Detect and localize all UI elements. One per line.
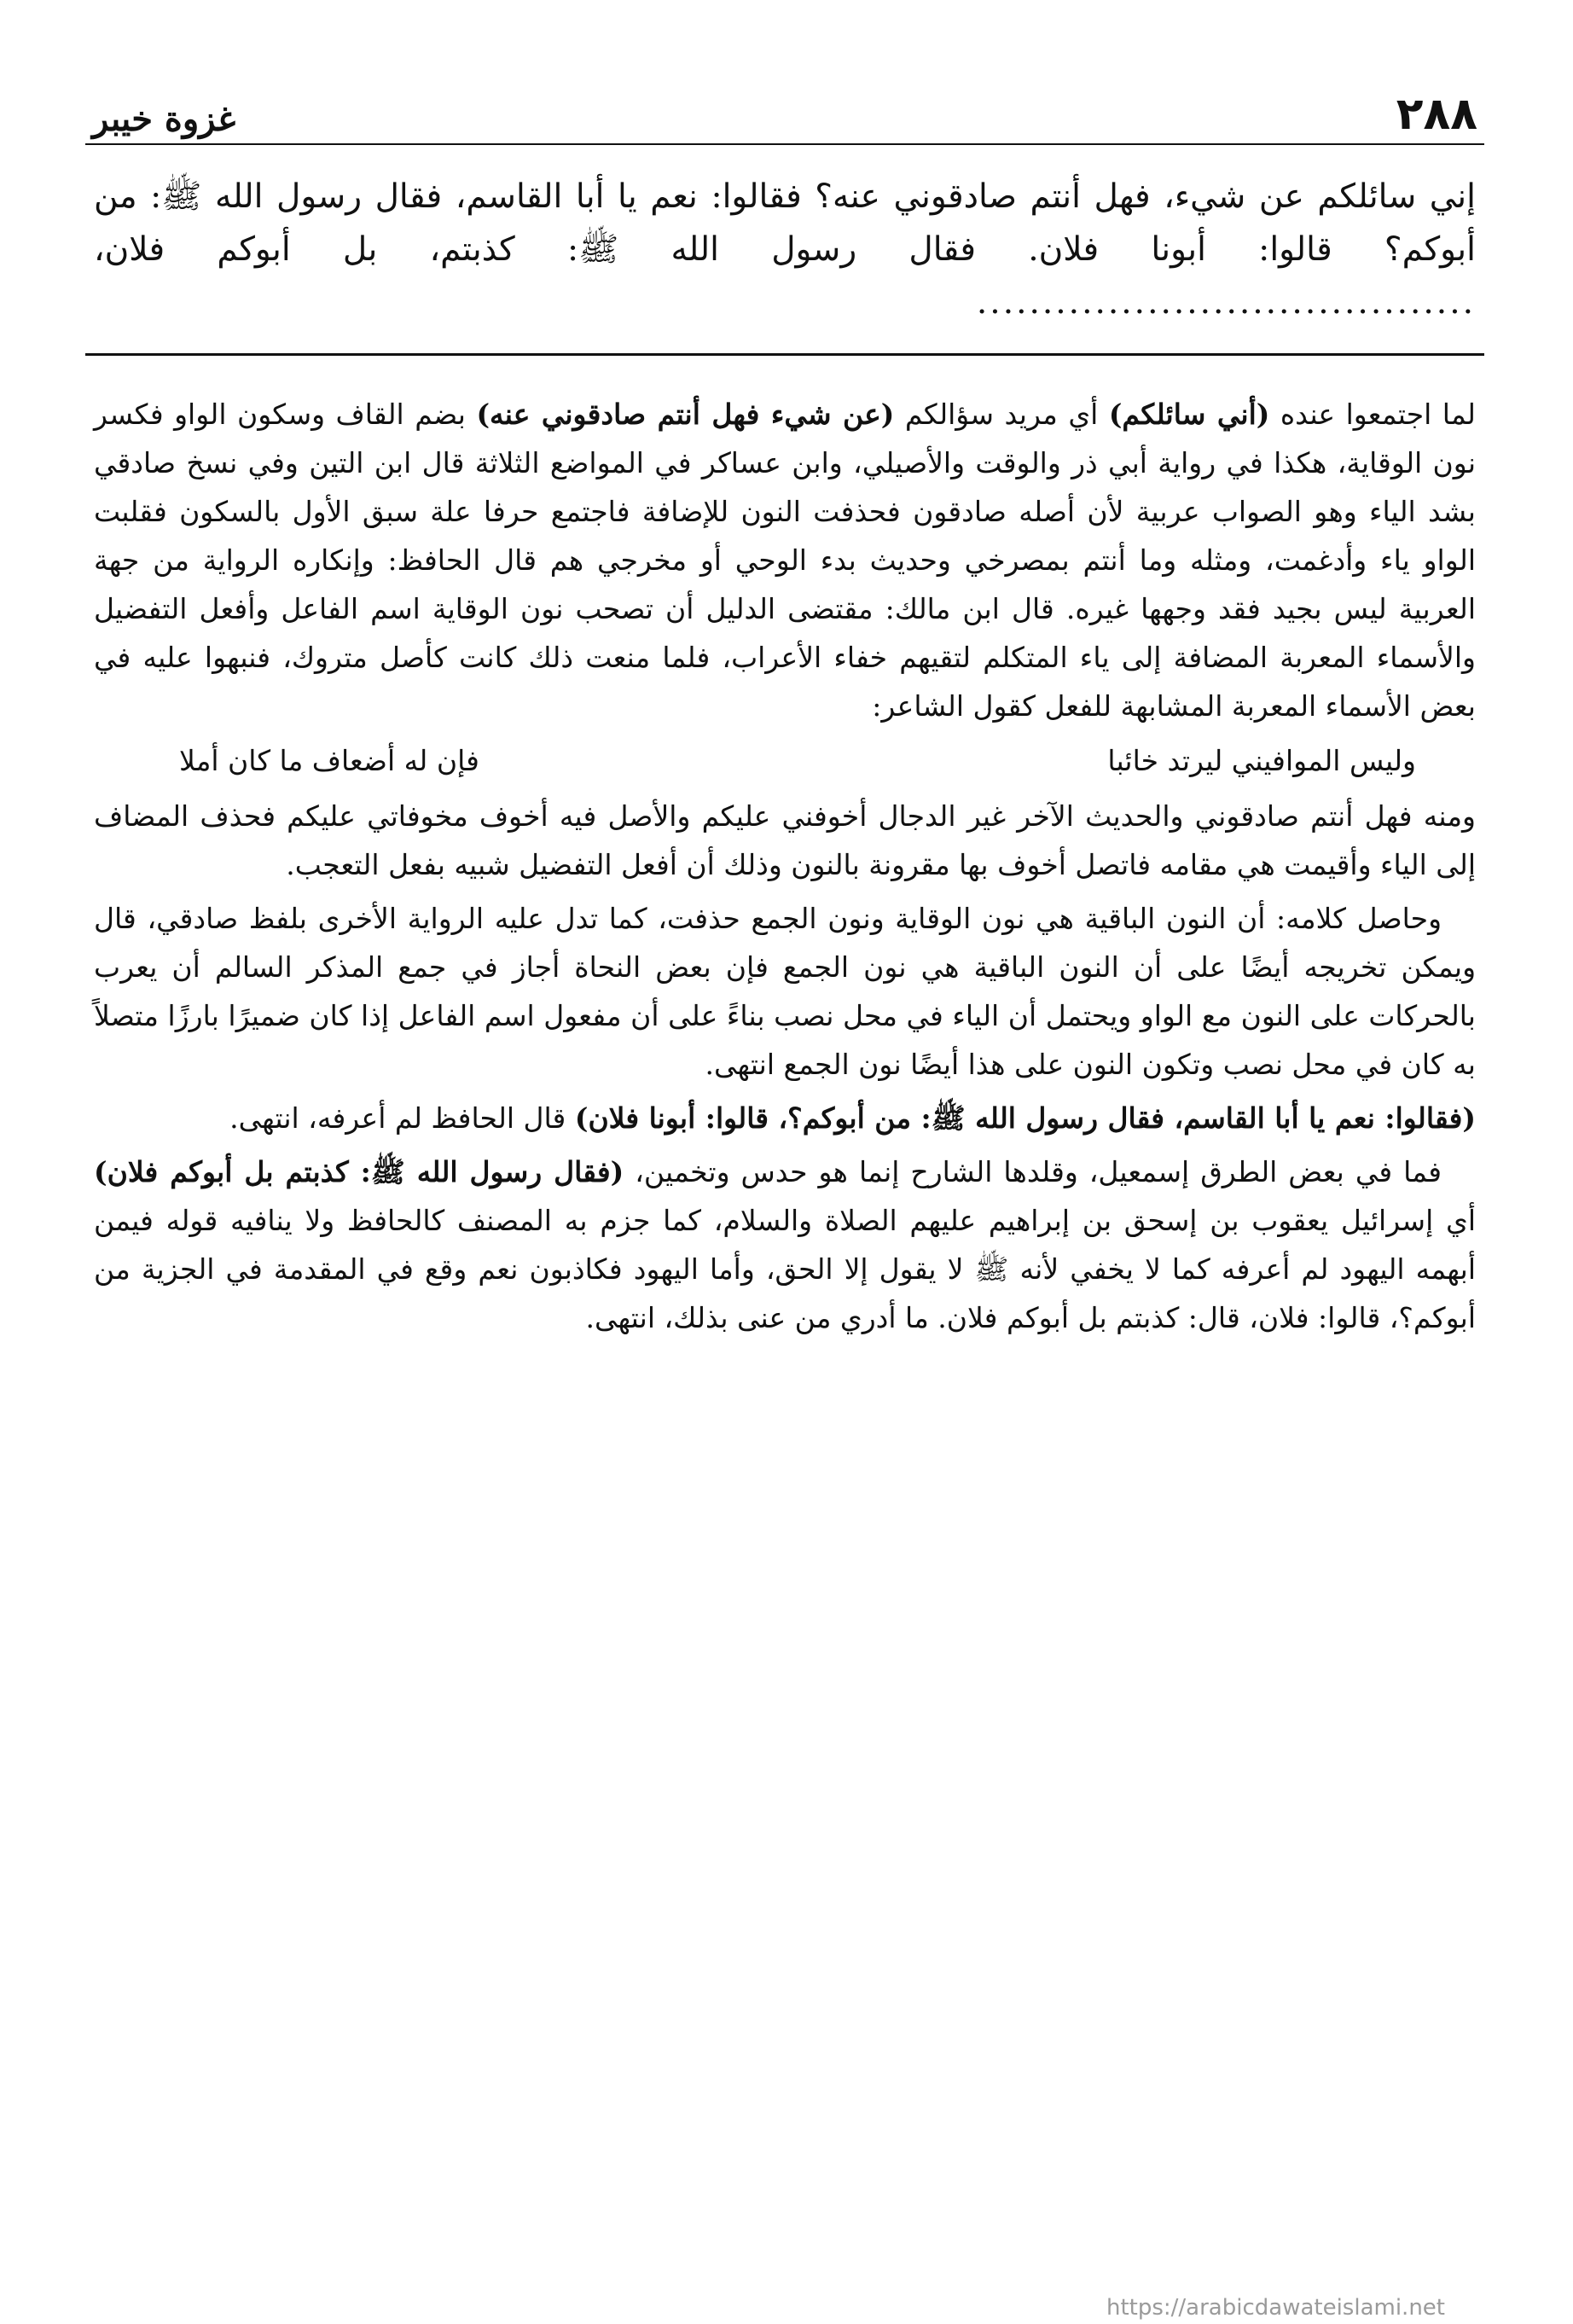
text-span: فما في بعض الطرق إسمعيل، وقلدها الشارح إنما هو حدس وتخمين، xyxy=(624,1155,1442,1188)
hadith-text: إني سائلكم عن شيء، فهل أنتم صادقوني عنه؟ فقالوا: نعم يا أبا القاسم، فقال رسول الله ﷺ: من أبوكم؟ قالوا: أبونا فلان. فقال رسول الله ﷺ: كذبتم، بل أبوكم فلان، xyxy=(94,177,1476,269)
book-page xyxy=(85,77,1484,2261)
quoted-phrase: (فقال رسول الله ﷺ: كذبتم بل أبوكم فلان) xyxy=(94,1155,624,1188)
page-header xyxy=(85,77,1484,145)
ellipsis: ...................................... xyxy=(976,283,1476,322)
commentary-paragraph-5 xyxy=(94,1147,1476,1342)
text-span: قال الحافظ لم أعرفه، انتهى. xyxy=(229,1101,575,1135)
poem-hemistich-left: فإن له أضعاف ما كان أملا xyxy=(179,744,479,777)
watermark-url: https://arabicdawateislami.net xyxy=(1106,2295,1445,2321)
text-span: بضم القاف وسكون الواو فكسر نون الوقاية، هكذا في رواية أبي ذر والوقت والأصيلي، وابن عساكر في المواضع الثلاثة قال ابن التين وفي نسخ صادقي بشد الياء وهو الصواب عربية لأن أصله صادقون فحذفت النون للإضافة فاجتمع حرفا علة سبق الأول بالسكون فقلبت الواو ياء وأدغمت، ومثله وما أنتم بمصرخي وحديث بدء الوحي أو مخرجي هم قال الحافظ: وإنكاره الرواية من جهة العربية ليس بجيد فقد وجهها غيره. قال ابن مالك: مقتضى الدليل أن تصحب نون الوقاية اسم الفاعل وأفعل التفضيل والأسماء المعربة المضافة إلى ياء المتكلم لتقيهم خفاء الأعراب، فلما منعت ذلك كانت كأصل متروك، فنبهوا عليه في بعض الأسماء المعربة المشابهة للفعل كقول الشاعر: xyxy=(94,398,1476,723)
hadith-paragraph xyxy=(94,171,1476,329)
commentary-paragraph-1 xyxy=(94,390,1476,730)
hadith-text-block xyxy=(85,171,1484,329)
poem-hemistich-right: وليس الموافيني ليرتد خائبا xyxy=(1107,744,1416,777)
commentary-paragraph-3: وحاصل كلامه: أن النون الباقية هي نون الوقاية ونون الجمع حذفت، كما تدل عليه الرواية الأخرى بلفظ صادقي، قال ويمكن تخريجه أيضًا على أن النون الباقية هي نون الجمع فإن بعض النحاة أجاز في جمع المذكر السالم أن يعرب بالحركات على النون مع الواو ويحتمل أن الياء في محل نصب بناءً على أن مفعول اسم الفاعل إذا كان ضميرًا بارزًا متصلاً به كان في محل نصب وتكون النون على هذا أيضًا نون الجمع انتهى. xyxy=(94,902,1476,1081)
quoted-phrase: (عن شيء فهل أنتم صادقوني عنه) xyxy=(476,398,895,431)
poem-verse xyxy=(94,735,1476,787)
running-title: غزوة خيبر xyxy=(92,99,236,139)
commentary-paragraph-4 xyxy=(94,1094,1476,1142)
section-divider xyxy=(85,353,1484,356)
page-number: ٢٨٨ xyxy=(1396,89,1477,140)
quoted-phrase: (أني سائلكم) xyxy=(1108,398,1270,431)
commentary-paragraph-2: ومنه فهل أنتم صادقوني والحديث الآخر غير الدجال أخوفني عليكم والأصل فيه أخوف مخوفاتي عليكم فحذف المضاف إلى الياء وأقيمت هي مقامه فاتصل أخوف بها مقرونة بالنون وذلك أن أفعل التفضيل شبيه بفعل التعجب. xyxy=(94,799,1476,881)
text-span: لما اجتمعوا عنده xyxy=(1269,398,1476,431)
commentary-block xyxy=(85,390,1484,1342)
text-span: أي مريد سؤالكم xyxy=(894,398,1109,431)
quoted-phrase: (فقالوا: نعم يا أبا القاسم، فقال رسول الله ﷺ: من أبوكم؟، قالوا: أبونا فلان) xyxy=(574,1101,1476,1135)
text-span: أي إسرائيل يعقوب بن إسحق بن إبراهيم عليهم الصلاة والسلام، كما جزم به المصنف كالحافظ ولا ينافيه قوله فيمن أبهمه اليهود لم أعرفه كما لا يخفي لأنه ﷺ لا يقول إلا الحق، وأما اليهود فكاذبون نعم وقع في المقدمة في الجزية من أبوكم؟، قالوا: فلان، قال: كذبتم بل أبوكم فلان. ما أدري من عنى بذلك، انتهى. xyxy=(94,1204,1476,1334)
